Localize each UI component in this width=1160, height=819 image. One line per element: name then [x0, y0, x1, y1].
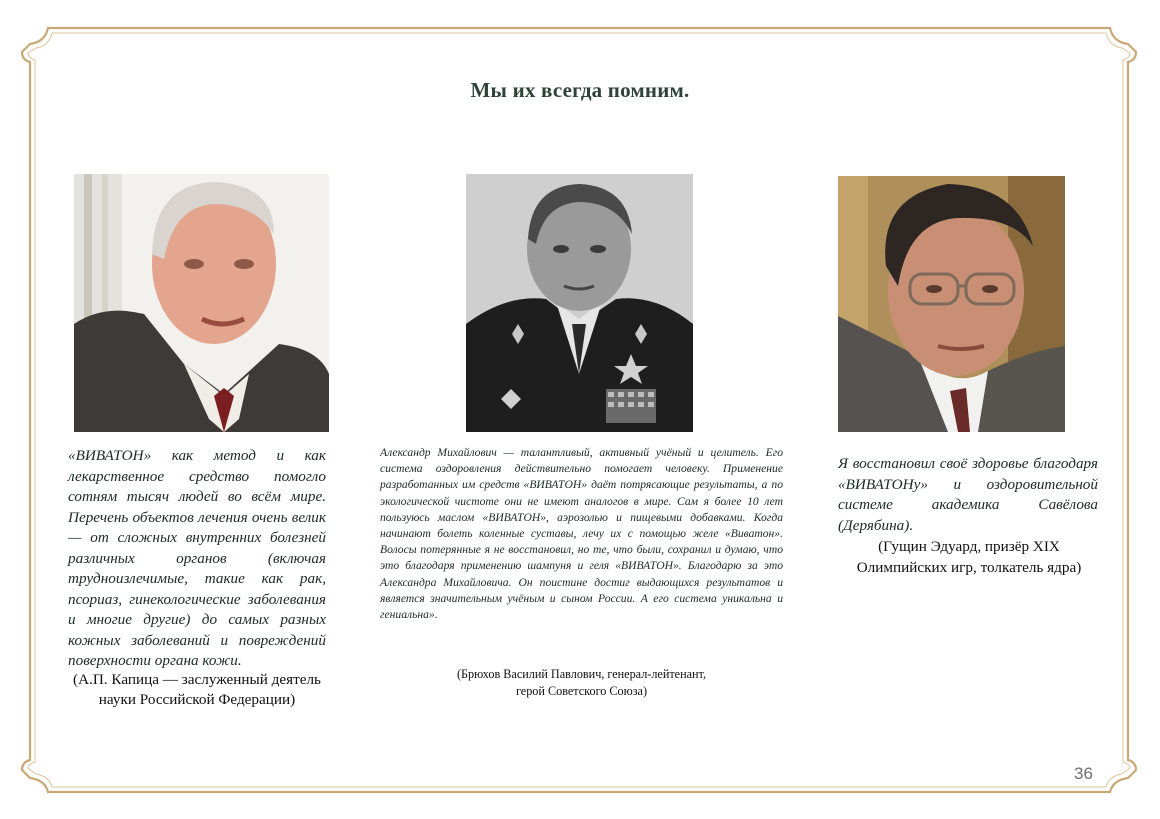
quote-text-kapitsa: «ВИВАТОН» как метод и как лекарственное средство помогло сотням тысяч людей во всём мире. Перечень объектов лечения очень велик — от сложных внутренних болезней различных органов (включая трудноизлечимые, такие как рак, псориаз, гинекологические заболевания и многие другие) до самых разных кожных заболеваний и повреждений поверхности органа кожи. — [68, 447, 326, 669]
attribution-gushchin — [830, 536, 1108, 578]
quote-text-gushchin: Я восстановил своё здоровье благодаря «ВИВАТОНу» и оздоровительной системе академика Савёлова (Дерябина). — [838, 455, 1098, 534]
page-number: 36 — [1074, 764, 1093, 783]
portrait-photo-kapitsa — [74, 174, 329, 432]
attribution-line: (Гущин Эдуард, призёр XIX — [878, 538, 1060, 555]
attribution-line: (А.П. Капица — заслуженный деятель — [73, 671, 321, 688]
portrait-photo-bryukhov — [466, 174, 693, 432]
quote-text-bryukhov: Александр Михайлович — талантливый, активный учёный и целитель. Его система оздоровления действительно помогает человеку. Применение разработанных им средств «ВИВАТОН» даёт потрясающие результаты, а по экологической чистоте они не имеют аналогов в мире. Сам я более 10 лет пользуюсь маслом «ВИВАТОН», аэрозолью и пищевыми добавками. Когда начинают болеть коленные суставы, лечу их с помощью желе «Виватон». Волосы потерянные я не восстановил, но те, что были, сохранил и думаю, что это благодаря применению шампуня и геля «ВИВАТОН». Благодарю за это Александра Михайловича. Он поистине достиг выдающихся результатов и является значительным учёным и сыном России. А его система уникальна и гениальна». — [380, 446, 783, 622]
portrait-photo-gushchin — [838, 176, 1065, 432]
attribution-kapitsa — [68, 670, 326, 710]
attribution-line: (Брюхов Василий Павлович, генерал-лейтенант, — [456, 667, 706, 681]
attribution-bryukhov — [380, 666, 783, 700]
page-title: Мы их всегда помним. — [470, 78, 690, 102]
attribution-line: науки Российской Федерации) — [98, 691, 296, 708]
attribution-line: герой Советского Союза) — [515, 684, 648, 698]
attribution-line: Олимпийских игр, толкатель ядра) — [856, 559, 1082, 576]
